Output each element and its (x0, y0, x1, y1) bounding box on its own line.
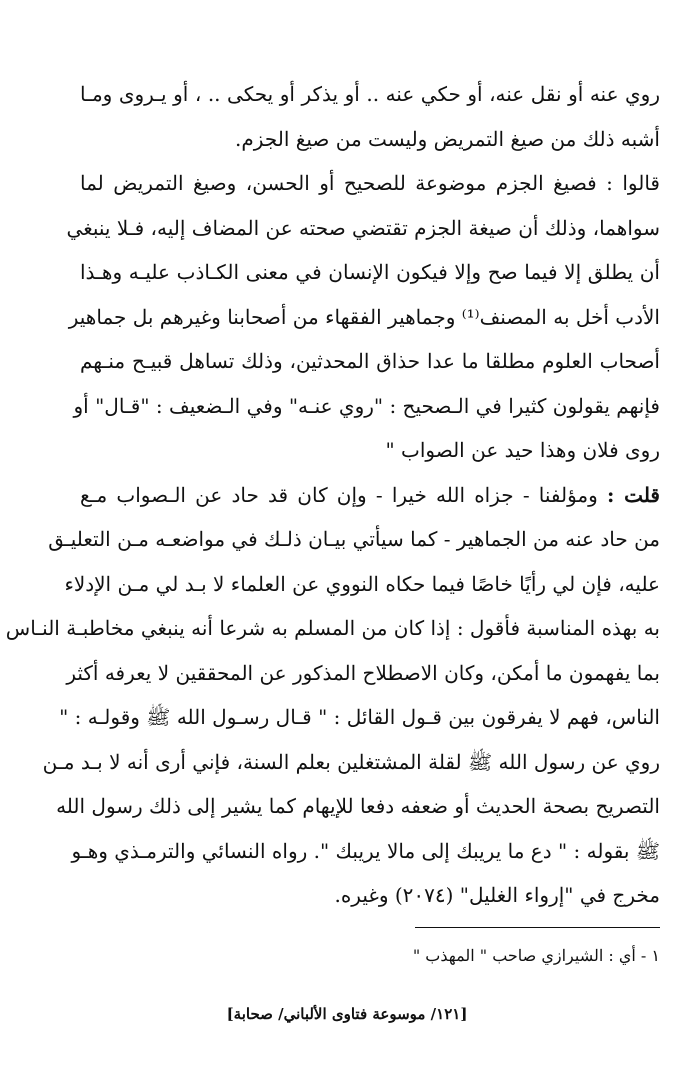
text-line: من حاد عنه من الجماهير - كما سيأتي بيـان ذلـك في مواضعـه مـن التعليـق (48, 527, 660, 551)
text-line (80, 473, 660, 518)
text-line: به بهذه المناسبة فأقول : إذا كان من المسلم به شرعا أنه ينبغي مخاطبـة النـاس (5, 616, 660, 640)
text-line: فإنهم يقولون كثيرا في الـصحيح : "روي عنـه" وفي الـضعيف : "قـال" أو (73, 393, 660, 418)
main-text (5, 72, 660, 918)
text-line: سواهما، وذلك أن صيغة الجزم تقتضي صحته عن المضاف إليه، فـلا ينبغي (66, 215, 660, 240)
text-line: روي عن رسول الله ﷺ لقلة المشتغلين بعلم السنة، فإني أرى أنه لا بـد مـن (42, 749, 660, 774)
text-line: ﷺ بقوله : " دع ما يريبك إلى مالا يريبك ". رواه النسائي والترمـذي وهـو (71, 838, 660, 863)
text-line: روى فلان وهذا حيد عن الصواب " (385, 438, 660, 462)
footnote: ١ - أي : الشيرازي صاحب " المهذب " (412, 946, 660, 965)
page-footer: [١٢١/ موسوعة فتاوى الألباني/ صحابة] (226, 1005, 468, 1023)
paragraph-lead: قلت : (607, 482, 660, 507)
text-line: قالوا : فصيغ الجزم موضوعة للصحيح أو الحسن، وصيغ التمريض لما (80, 171, 660, 195)
text-line: روي عنه أو نقل عنه، أو حكي عنه .. أو يذكر أو يحكى .. ، أو يـروى ومـا (80, 82, 660, 106)
text-line: أن يطلق إلا فيما صح وإلا فيكون الإنسان في معنى الكـاذب عليـه وهـذا (80, 260, 660, 284)
footnote-divider (415, 927, 660, 928)
text-line: أشبه ذلك من صيغ التمريض وليست من صيغ الجزم. (235, 126, 660, 151)
text-line: عليه، فإن لي رأيًا خاصًا فيما حكاه النووي عن العلماء لا بـد لي مـن الإدلاء (64, 571, 660, 596)
text-line: أصحاب العلوم مطلقا ما عدا حذاق المحدثين، وذلك تساهل قبيـح منـهم (80, 349, 660, 373)
text-line: بما يفهمون ما أمكن، وكان الاصطلاح المذكور عن المحققين لا يعرفه أكثر (66, 660, 660, 685)
text-line: مخرج في "إرواء الغليل" (٢٠٧٤) وغيره. (334, 883, 660, 907)
text-line-rest: ومؤلفنا - جزاه الله خيرا - وإن كان قد حاد عن الـصواب مـع (80, 482, 607, 507)
text-line: الناس، فهم لا يفرقون بين قـول القائل : " قـال رسـول الله ﷺ وقولـه : " (59, 705, 660, 729)
text-line: التصريح بصحة الحديث أو ضعفه دفعا للإيهام كما يشير إلى ذلك رسول الله (56, 794, 660, 818)
text-line: الأدب أخل به المصنف⁽¹⁾ وجماهير الفقهاء من أصحابنا وغيرهم بل جماهير (68, 304, 660, 329)
